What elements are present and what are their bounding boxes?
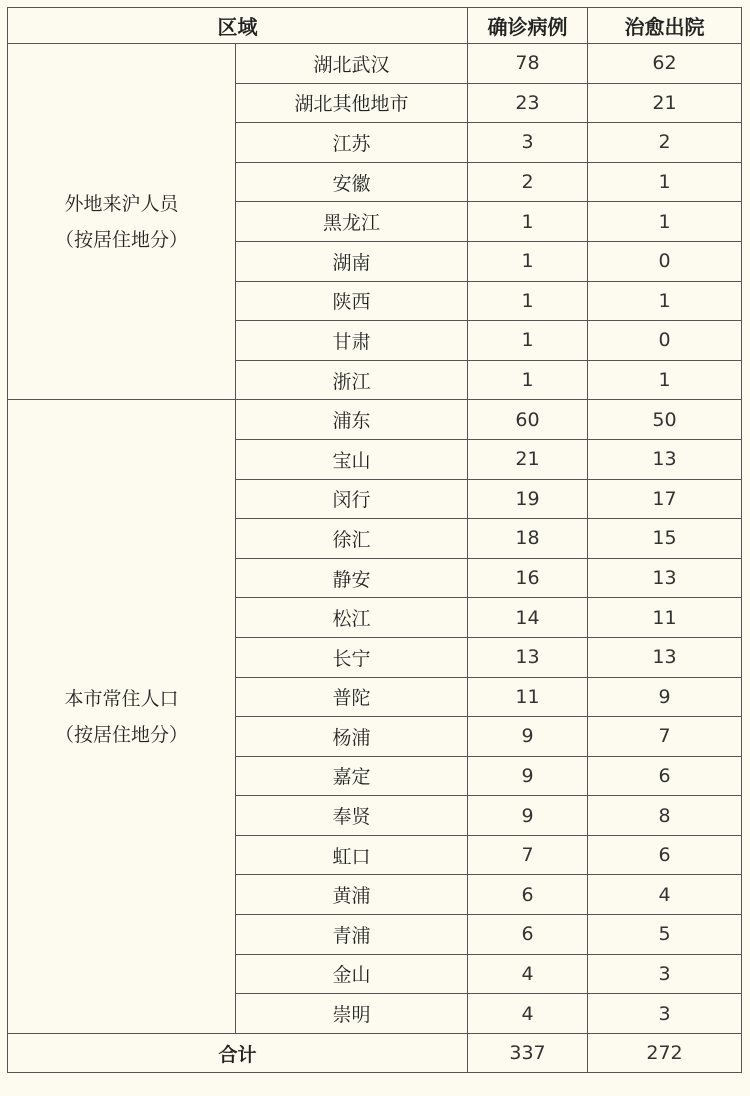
confirmed-cell: 23 (468, 83, 588, 123)
region-cell: 青浦 (236, 915, 468, 955)
confirmed-cell: 1 (468, 202, 588, 242)
confirmed-cell: 9 (468, 796, 588, 836)
header-confirmed: 确诊病例 (468, 8, 588, 44)
discharged-cell: 9 (588, 677, 742, 717)
discharged-cell: 4 (588, 875, 742, 915)
table-row (8, 400, 742, 440)
region-cell: 湖北其他地市 (236, 83, 468, 123)
confirmed-cell: 1 (468, 360, 588, 400)
discharged-cell: 11 (588, 598, 742, 638)
confirmed-cell: 1 (468, 281, 588, 321)
discharged-cell: 0 (588, 241, 742, 281)
region-cell: 宝山 (236, 439, 468, 479)
group-label-line1: 本市常住人口 (64, 687, 179, 710)
discharged-cell: 3 (588, 994, 742, 1034)
discharged-cell: 15 (588, 519, 742, 559)
confirmed-cell: 2 (468, 162, 588, 202)
confirmed-cell: 9 (468, 756, 588, 796)
region-cell: 黄浦 (236, 875, 468, 915)
region-cell: 嘉定 (236, 756, 468, 796)
header-region: 区域 (8, 8, 468, 44)
discharged-cell: 50 (588, 400, 742, 440)
discharged-cell: 1 (588, 281, 742, 321)
region-cell: 湖北武汉 (236, 44, 468, 84)
discharged-cell: 6 (588, 756, 742, 796)
region-cell: 长宁 (236, 637, 468, 677)
table-row (8, 44, 742, 84)
region-cell: 黑龙江 (236, 202, 468, 242)
region-cell: 江苏 (236, 123, 468, 163)
discharged-cell: 2 (588, 123, 742, 163)
header-discharged: 治愈出院 (588, 8, 742, 44)
confirmed-cell: 3 (468, 123, 588, 163)
discharged-cell: 3 (588, 954, 742, 994)
region-cell: 闵行 (236, 479, 468, 519)
group-label-line1: 外地来沪人员 (64, 192, 179, 215)
discharged-cell: 8 (588, 796, 742, 836)
region-cell: 崇明 (236, 994, 468, 1034)
discharged-cell: 13 (588, 558, 742, 598)
table-body (8, 44, 742, 1034)
confirmed-cell: 6 (468, 875, 588, 915)
confirmed-cell: 9 (468, 717, 588, 757)
discharged-cell: 1 (588, 360, 742, 400)
region-cell: 陕西 (236, 281, 468, 321)
discharged-cell: 13 (588, 637, 742, 677)
discharged-cell: 1 (588, 202, 742, 242)
region-cell: 徐汇 (236, 519, 468, 559)
confirmed-cell: 60 (468, 400, 588, 440)
confirmed-cell: 1 (468, 321, 588, 361)
confirmed-cell: 19 (468, 479, 588, 519)
region-cell: 奉贤 (236, 796, 468, 836)
total-label: 合计 (8, 1033, 468, 1073)
region-cell: 普陀 (236, 677, 468, 717)
confirmed-cell: 21 (468, 439, 588, 479)
group-label (8, 400, 236, 1034)
discharged-cell: 5 (588, 915, 742, 955)
discharged-cell: 62 (588, 44, 742, 84)
confirmed-cell: 18 (468, 519, 588, 559)
region-cell: 浙江 (236, 360, 468, 400)
region-cell: 虹口 (236, 835, 468, 875)
confirmed-cell: 13 (468, 637, 588, 677)
total-discharged: 272 (588, 1033, 742, 1073)
discharged-cell: 1 (588, 162, 742, 202)
stats-table (7, 7, 742, 1073)
total-row (8, 1033, 742, 1073)
group-label-line2: （按居住地分） (54, 723, 188, 746)
discharged-cell: 6 (588, 835, 742, 875)
region-cell: 杨浦 (236, 717, 468, 757)
region-cell: 甘肃 (236, 321, 468, 361)
region-cell: 金山 (236, 954, 468, 994)
confirmed-cell: 4 (468, 994, 588, 1034)
region-cell: 浦东 (236, 400, 468, 440)
confirmed-cell: 14 (468, 598, 588, 638)
discharged-cell: 0 (588, 321, 742, 361)
region-cell: 松江 (236, 598, 468, 638)
discharged-cell: 21 (588, 83, 742, 123)
region-cell: 安徽 (236, 162, 468, 202)
discharged-cell: 17 (588, 479, 742, 519)
confirmed-cell: 1 (468, 241, 588, 281)
discharged-cell: 13 (588, 439, 742, 479)
confirmed-cell: 78 (468, 44, 588, 84)
region-cell: 湖南 (236, 241, 468, 281)
confirmed-cell: 11 (468, 677, 588, 717)
confirmed-cell: 4 (468, 954, 588, 994)
group-label (8, 44, 236, 400)
header-row (8, 8, 742, 44)
discharged-cell: 7 (588, 717, 742, 757)
region-cell: 静安 (236, 558, 468, 598)
total-confirmed: 337 (468, 1033, 588, 1073)
group-label-line2: （按居住地分） (54, 228, 188, 251)
confirmed-cell: 6 (468, 915, 588, 955)
confirmed-cell: 7 (468, 835, 588, 875)
confirmed-cell: 16 (468, 558, 588, 598)
